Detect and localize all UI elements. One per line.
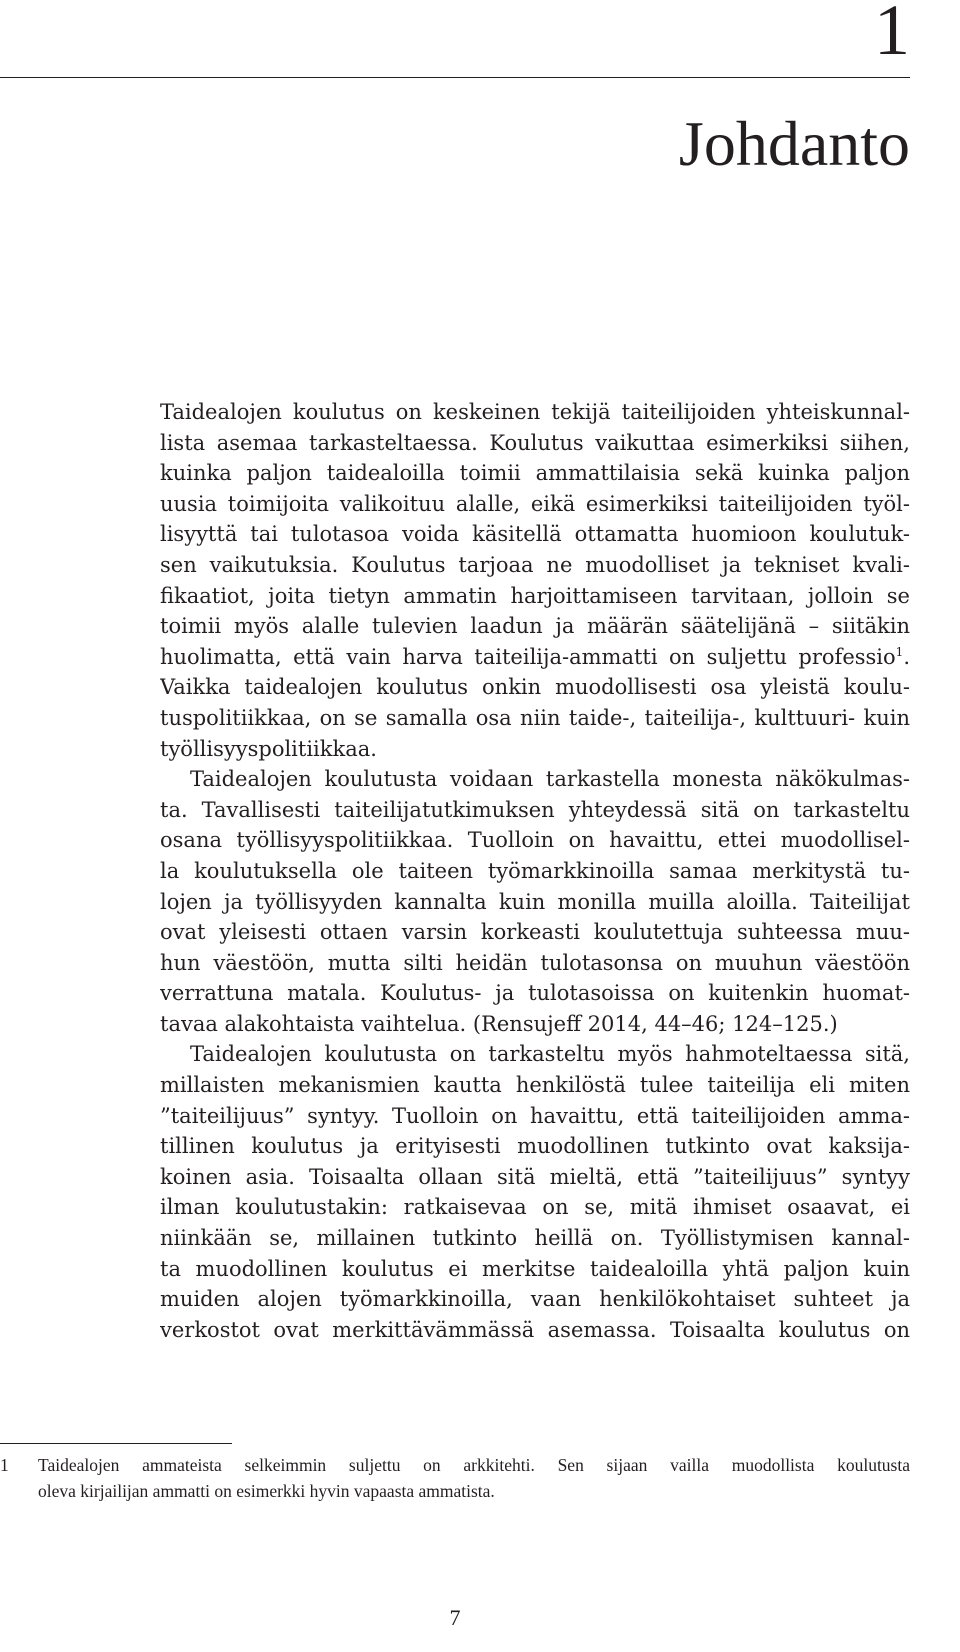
text-line: lisyyttä tai tulotasoa voida käsitellä ottamatta huomioon koulutuk- xyxy=(160,522,910,547)
text-line: hun väestöön, mutta silti heidän tulotasonsa on muuhun väestöön xyxy=(160,950,910,975)
text-line: fikaatiot, joita tietyn ammatin harjoittamiseen tarvitaan, jolloin se xyxy=(160,583,910,608)
text-line: ilman koulutustakin: ratkaisevaa on se, mitä ihmiset osaavat, ei xyxy=(160,1195,910,1220)
text-line: Taidealojen koulutusta on tarkasteltu myös hahmoteltaessa sitä, xyxy=(190,1042,910,1067)
body-text xyxy=(160,397,910,1345)
text-line: kuinka paljon taidealoilla toimii ammattilaisia sekä kuinka paljon xyxy=(160,461,910,486)
text-line: muiden alojen työmarkkinoilla, vaan henkilökohtaiset suhteet ja xyxy=(160,1287,910,1312)
text-line: tuspolitiikkaa, on se samalla osa niin taide-, taiteilija-, kulttuuri- kuin xyxy=(160,705,910,730)
text-line: ovat yleisesti ottaen varsin korkeasti koulutettuja suhteessa muu- xyxy=(160,920,910,945)
footnote xyxy=(0,1452,910,1504)
text-line: ”taiteilijuus” syntyy. Tuolloin on havaittu, että taiteilijoiden amma- xyxy=(160,1103,910,1128)
paragraph-2 xyxy=(160,764,910,1039)
text-line: lojen ja työllisyyden kannalta kuin monilla muilla aloilla. Taiteilijat xyxy=(160,889,910,914)
chapter-title: Johdanto xyxy=(678,108,910,179)
text-line: verkostot ovat merkittävämmässä asemassa. Toisaalta koulutus on xyxy=(160,1317,910,1342)
text-line: Vaikka taidealojen koulutus onkin muodollisesti osa yleistä koulu- xyxy=(160,675,910,700)
text-line: verrattuna matala. Koulutus- ja tulotasoissa on kuitenkin huomat- xyxy=(160,981,910,1006)
text-line: tillinen koulutus ja erityisesti muodollinen tutkinto ovat kaksija- xyxy=(160,1134,910,1159)
text-line: osana työllisyyspolitiikkaa. Tuolloin on havaittu, ettei muodollisel- xyxy=(160,828,910,853)
paragraph-1 xyxy=(160,397,910,764)
footnote-line: Taidealojen ammateista selkeimmin suljettu on arkkitehti. Sen sijaan vailla muodollista koulutusta xyxy=(38,1455,910,1475)
top-rule xyxy=(0,77,910,78)
footnote-reference[interactable]: 1 xyxy=(895,644,904,659)
footnote-rule xyxy=(0,1443,232,1444)
text-line: tavaa alakohtaista vaihtelua. (Rensujeff 2014, 44–46; 124–125.) xyxy=(160,1011,838,1036)
text-line: uusia toimijoita valikoituu alalle, eikä esimerkiksi taiteilijoiden työl- xyxy=(160,491,910,516)
text-line: sen vaikutuksia. Koulutus tarjoaa ne muodolliset ja tekniset kvali- xyxy=(160,552,910,577)
text-line: la koulutuksella ole taiteen työmarkkinoilla samaa merkitystä tu- xyxy=(160,858,910,883)
text-line: lista asemaa tarkasteltaessa. Koulutus vaikuttaa esimerkiksi siihen, xyxy=(160,430,910,455)
chapter-number: 1 xyxy=(874,0,910,70)
paragraph-3 xyxy=(160,1039,910,1345)
text-line xyxy=(160,642,910,673)
text-line: Taidealojen koulutusta voidaan tarkastella monesta näkökulmas- xyxy=(190,767,910,792)
footnote-line: oleva kirjailijan ammatti on esimerkki hyvin vapaasta ammatista. xyxy=(38,1481,495,1501)
footnote-text xyxy=(38,1452,910,1504)
text-line-content: huolimatta, että vain harva taiteilija-ammatti on suljettu professio xyxy=(160,644,896,669)
text-line: Taidealojen koulutus on keskeinen tekijä taiteilijoiden yhteiskunnal- xyxy=(160,400,910,424)
page-number: 7 xyxy=(449,1605,461,1630)
text-line: ta. Tavallisesti taiteilijatutkimuksen yhteydessä sitä on tarkasteltu xyxy=(160,797,910,822)
text-line: millaisten mekanismien kautta henkilöstä tulee taiteilija eli miten xyxy=(160,1073,910,1098)
footnote-number: 1 xyxy=(0,1455,9,1475)
text-line: työllisyyspolitiikkaa. xyxy=(160,736,377,761)
text-line: koinen asia. Toisaalta ollaan sitä mieltä, että ”taiteilijuus” syntyy xyxy=(160,1164,910,1189)
text-line: toimii myös alalle tulevien laadun ja määrän säätelijänä – siitäkin xyxy=(160,614,910,639)
text-line: ta muodollinen koulutus ei merkitse taidealoilla yhtä paljon kuin xyxy=(160,1256,910,1281)
footnote-ref-suffix: . xyxy=(903,644,910,669)
text-line: niinkään se, millainen tutkinto heillä on. Työllistymisen kannal- xyxy=(160,1226,910,1251)
